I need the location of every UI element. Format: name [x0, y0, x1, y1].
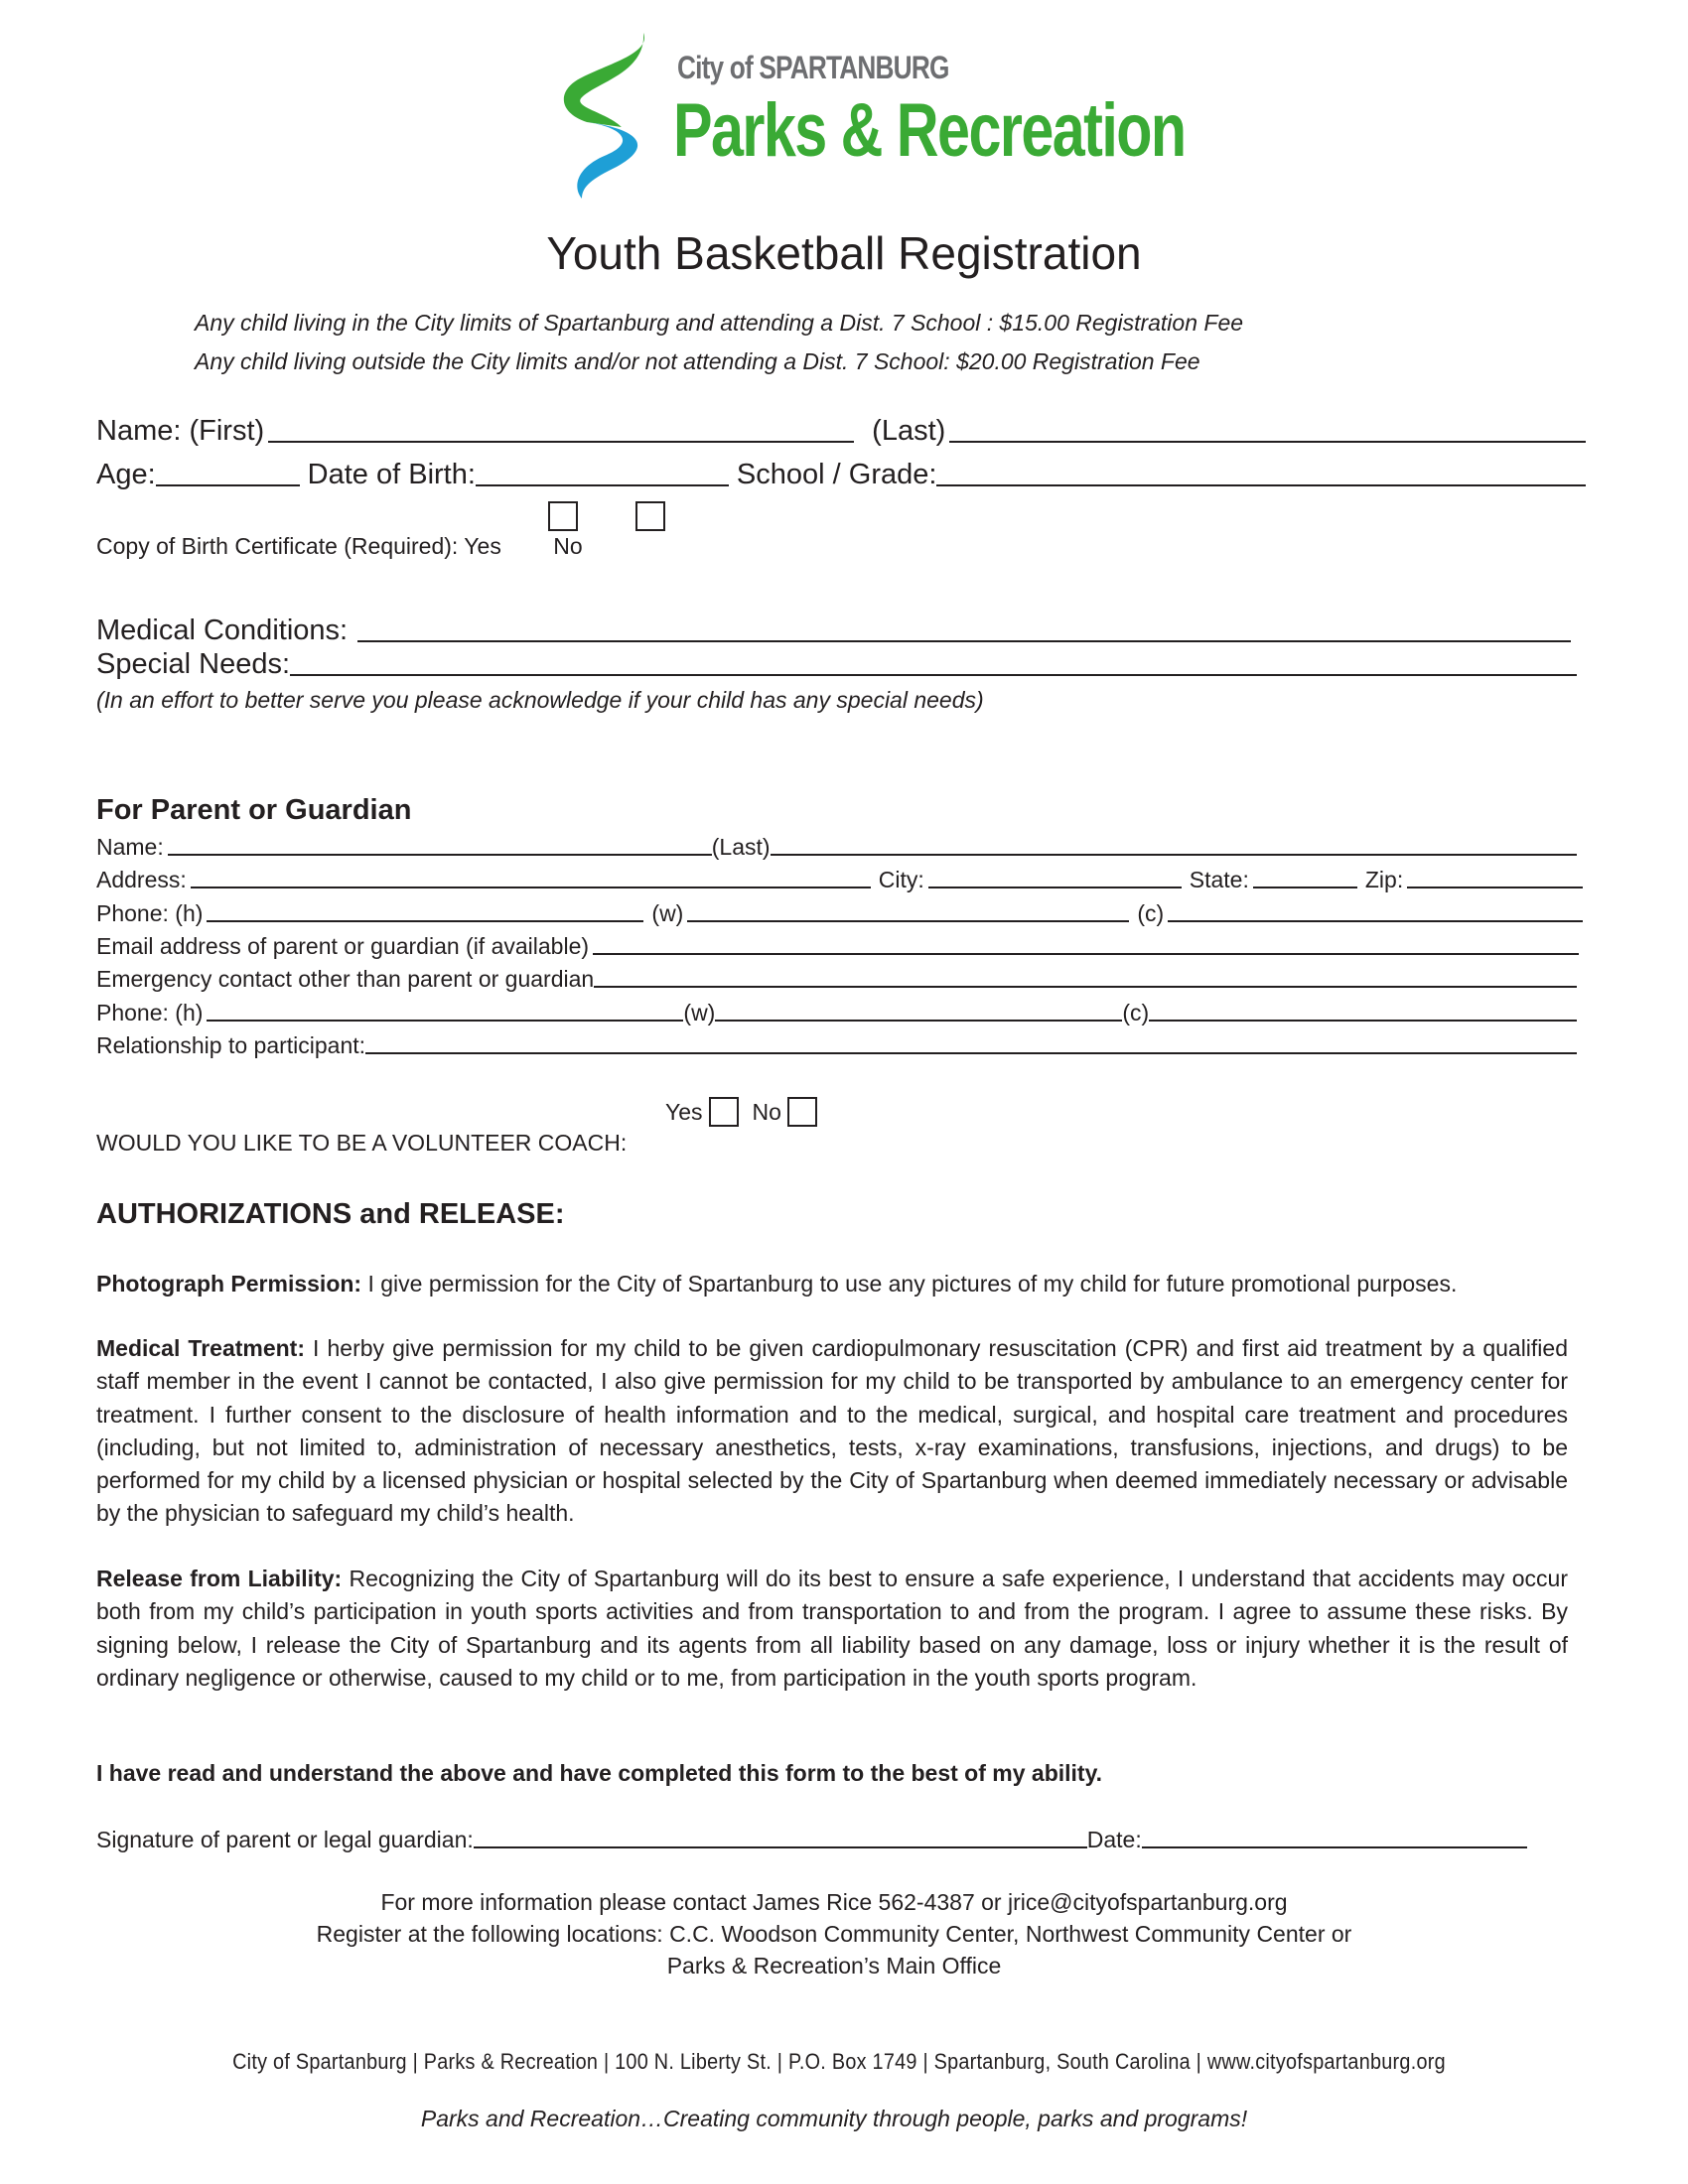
photo-permission-text: I give permission for the City of Spartanburg to use any pictures of my child for future promotional purposes.: [361, 1271, 1458, 1297]
birth-cert-yes-checkbox[interactable]: [548, 501, 578, 531]
emergency-phone-home-label: Phone: (h): [96, 1000, 204, 1025]
ribbon-s-icon: [552, 28, 661, 202]
last-name-field[interactable]: [949, 441, 1586, 443]
first-name-field[interactable]: [268, 441, 854, 443]
relationship-row: [96, 1032, 1577, 1059]
birth-cert-label: Copy of Birth Certificate (Required):: [96, 533, 459, 559]
birth-cert-no-label: No: [553, 533, 583, 559]
parent-phone-row: [96, 900, 1583, 927]
phone-home-label: Phone: (h): [96, 900, 204, 926]
emergency-phone-cell-label: (c): [1122, 1000, 1150, 1025]
footer-address: City of Spartanburg | Parks & Recreation | 100 N. Liberty St. | P.O. Box 1749 | Spartanburg, South Carolina | www.cityofspartanburg.org: [232, 2049, 1446, 2074]
medical-treatment-paragraph: [96, 1332, 1568, 1531]
medical-conditions-field[interactable]: [357, 640, 1571, 642]
emergency-row: [96, 966, 1577, 993]
parent-heading: For Parent or Guardian: [96, 794, 412, 826]
city-label: City:: [878, 867, 924, 892]
parent-name-label: Name:: [96, 834, 164, 860]
parent-name-row: [96, 834, 1577, 861]
tagline: Parks and Recreation…Creating community through people, parks and programs!: [420, 2106, 1248, 2131]
volunteer-options: [665, 1097, 817, 1127]
release-liability-label: Release from Liability:: [96, 1566, 343, 1591]
parent-last-name-field[interactable]: [771, 854, 1577, 856]
medical-row: [96, 614, 1571, 647]
address-row: [96, 867, 1583, 893]
photo-permission-paragraph: [96, 1268, 1568, 1300]
phone-work-label: (w): [651, 900, 684, 926]
email-field[interactable]: [593, 953, 1579, 955]
contact-line: For more information please contact James Rice 562-4387 or jrice@cityofspartanburg.org: [380, 1889, 1288, 1915]
fee-line-city: Any child living in the City limits of Spartanburg and attending a Dist. 7 School : $15.00 Registration Fee: [195, 310, 1244, 336]
emergency-field[interactable]: [594, 986, 1577, 988]
zip-label: Zip:: [1364, 867, 1404, 892]
special-needs-row: [96, 648, 1577, 681]
parks-recreation-logo: [552, 28, 1186, 202]
phone-home-field[interactable]: [207, 920, 643, 922]
logo-city-text: City of SPARTANBURG: [677, 50, 949, 85]
locations-line: Register at the following locations: C.C. Woodson Community Center, Northwest Community Center or: [316, 1921, 1352, 1947]
medical-treatment-label: Medical Treatment:: [96, 1335, 305, 1361]
child-age-row: [96, 459, 1586, 491]
school-grade-field[interactable]: [936, 484, 1586, 486]
medical-conditions-label: Medical Conditions:: [96, 614, 349, 646]
volunteer-yes-checkbox[interactable]: [709, 1097, 739, 1127]
birth-cert-row: [96, 533, 583, 560]
signature-label: Signature of parent or legal guardian:: [96, 1827, 474, 1852]
signature-field[interactable]: [474, 1846, 1087, 1848]
birth-cert-no-checkbox[interactable]: [635, 501, 665, 531]
first-name-label: Name: (First): [96, 415, 265, 447]
logo-dept-text: Parks & Recreation: [673, 88, 1186, 173]
address-field[interactable]: [191, 887, 871, 888]
phone-cell-field[interactable]: [1168, 920, 1583, 922]
release-liability-text: Recognizing the City of Spartanburg will do its best to ensure a safe experience, I understand that accidents may occur both from my child’s participation in youth sports activities and from transportation to and from the program. I agree to assume these risks. By signing below, I release the City of Spartanburg and its agents from all liability based on any damage, loss or injury whether it is the result of ordinary negligence or otherwise, caused to my child or to me, from participation in the youth sports program.: [96, 1566, 1568, 1691]
city-field[interactable]: [928, 887, 1182, 888]
photo-permission-label: Photograph Permission:: [96, 1271, 362, 1297]
volunteer-question: WOULD YOU LIKE TO BE A VOLUNTEER COACH:: [96, 1130, 628, 1156]
special-needs-label: Special Needs:: [96, 648, 291, 680]
age-field[interactable]: [156, 484, 300, 486]
dob-field[interactable]: [476, 484, 729, 486]
emergency-phone-row: [96, 1000, 1577, 1026]
release-liability-paragraph: [96, 1563, 1568, 1695]
date-label: Date:: [1086, 1827, 1142, 1852]
emergency-label: Emergency contact other than parent or guardian: [96, 966, 595, 992]
emergency-phone-work-label: (w): [683, 1000, 716, 1025]
fee-line-outside: Any child living outside the City limits and/or not attending a Dist. 7 School: $20.00 Registration Fee: [195, 348, 1200, 374]
last-name-label: (Last): [872, 415, 946, 447]
volunteer-no-label: No: [752, 1098, 781, 1125]
parent-first-name-field[interactable]: [168, 854, 712, 856]
address-label: Address:: [96, 867, 187, 892]
phone-cell-label: (c): [1137, 900, 1165, 926]
volunteer-no-checkbox[interactable]: [787, 1097, 817, 1127]
relationship-label: Relationship to participant:: [96, 1032, 366, 1058]
zip-field[interactable]: [1407, 887, 1583, 888]
emergency-phone-work-field[interactable]: [715, 1020, 1122, 1022]
volunteer-yes-label: Yes: [665, 1098, 703, 1125]
signature-row: [96, 1827, 1527, 1853]
email-row: [96, 933, 1579, 960]
email-label: Email address of parent or guardian (if available): [96, 933, 590, 959]
parent-last-label: (Last): [711, 834, 771, 860]
medical-treatment-text: I herby give permission for my child to be given cardiopulmonary resuscitation (CPR) and first aid treatment by a qualified staff member in the event I cannot be contacted, I also give permission for my child to be transported by ambulance to an emergency center for treatment. I further consent to the disclosure of health information and to the medical, surgical, and hospital care treatment and procedures (including, but not limited to, administration of necessary anesthetics, tests, x-ray examinations, transfusions, injections, and drugs) to be performed for my child by a licensed physician or hospital selected by the City of Spartanburg when deemed immediately necessary or advisable by the physician to safeguard my child’s health.: [96, 1335, 1568, 1527]
birth-cert-yes-label: Yes: [464, 533, 501, 559]
special-needs-field[interactable]: [290, 674, 1577, 676]
child-name-row: [96, 415, 1586, 448]
main-office-line: Parks & Recreation’s Main Office: [666, 1953, 1002, 1979]
age-label: Age:: [96, 459, 156, 490]
page-title: Youth Basketball Registration: [546, 227, 1142, 279]
phone-work-field[interactable]: [687, 920, 1129, 922]
emergency-phone-cell-field[interactable]: [1149, 1020, 1577, 1022]
acknowledgement: I have read and understand the above and have completed this form to the best of my ability.: [96, 1760, 1103, 1786]
date-field[interactable]: [1142, 1846, 1527, 1848]
special-needs-note: (In an effort to better serve you please acknowledge if your child has any special needs): [96, 687, 984, 713]
emergency-phone-home-field[interactable]: [207, 1020, 683, 1022]
authorizations-heading: AUTHORIZATIONS and RELEASE:: [96, 1198, 565, 1230]
state-field[interactable]: [1253, 887, 1357, 888]
school-grade-label: School / Grade:: [736, 459, 937, 490]
dob-label: Date of Birth:: [307, 459, 476, 490]
relationship-field[interactable]: [365, 1052, 1577, 1054]
state-label: State:: [1189, 867, 1249, 892]
